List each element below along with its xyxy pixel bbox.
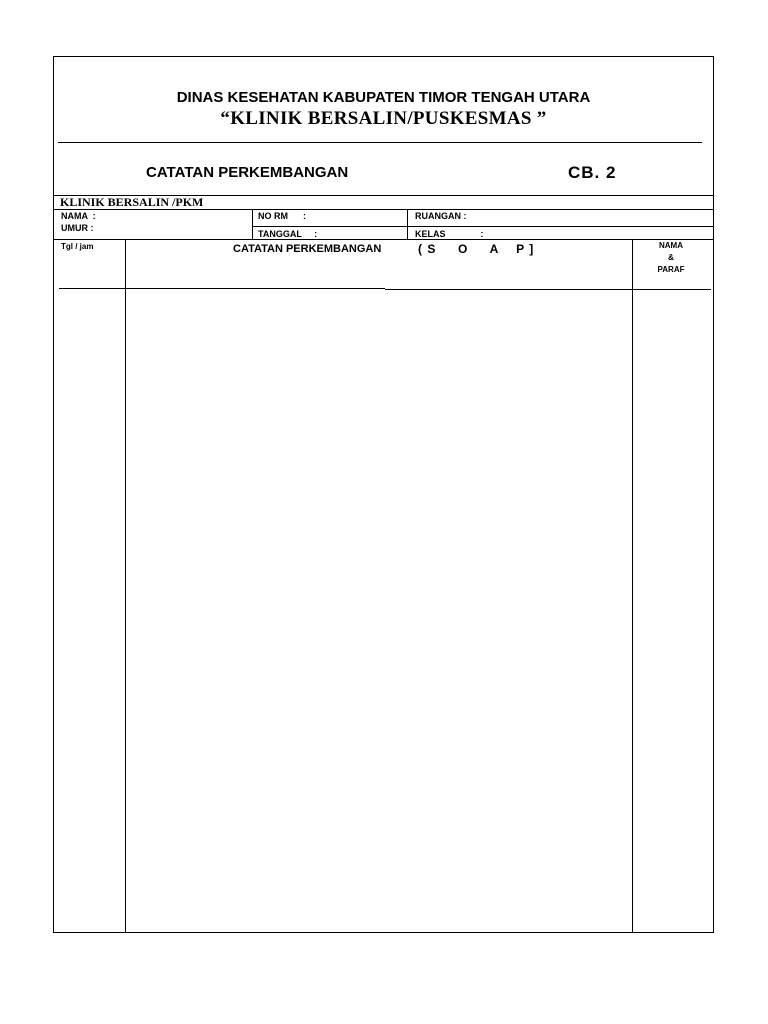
agency-name: DINAS KESEHATAN KABUPATEN TIMOR TENGAH UTARA	[176, 89, 591, 106]
table-header-line-left	[59, 288, 385, 289]
notes-entry-area[interactable]	[126, 290, 632, 932]
progress-note-form	[53, 56, 714, 933]
header-divider	[58, 142, 702, 143]
room-label: RUANGAN :	[415, 211, 467, 221]
signature-header-line-1: NAMA	[659, 241, 683, 250]
clinic-name: “KLINIK BERSALIN/PUSKESMAS ”	[220, 108, 547, 129]
signature-header-line-2: &	[668, 253, 674, 262]
patient-col-divider-2	[407, 209, 408, 239]
signature-header-line-3: PARAF	[657, 265, 685, 274]
notes-column-header: CATATAN PERKEMBANGAN	[233, 243, 382, 255]
unit-title: KLINIK BERSALIN /PKM	[60, 195, 204, 209]
patient-row-divider	[252, 226, 714, 227]
patient-block-bottom-line	[54, 239, 713, 240]
form-code: CB. 2	[568, 163, 617, 182]
rm-number-label: NO RM :	[258, 211, 306, 221]
patient-col-divider-1	[252, 209, 253, 239]
age-label: UMUR :	[61, 223, 94, 233]
date-label: TANGGAL :	[258, 229, 318, 239]
class-label: KELAS :	[415, 229, 484, 239]
name-label: NAMA :	[61, 211, 96, 221]
datetime-column-header: Tgl / jam	[61, 242, 94, 251]
soap-column-header: ( S O A P ]	[418, 242, 535, 256]
datetime-entry-area[interactable]	[55, 290, 125, 932]
name-signature-column-header	[636, 240, 706, 276]
signature-entry-area[interactable]	[633, 290, 713, 932]
form-title: CATATAN PERKEMBANGAN	[146, 164, 349, 181]
unit-title-divider	[54, 209, 713, 210]
